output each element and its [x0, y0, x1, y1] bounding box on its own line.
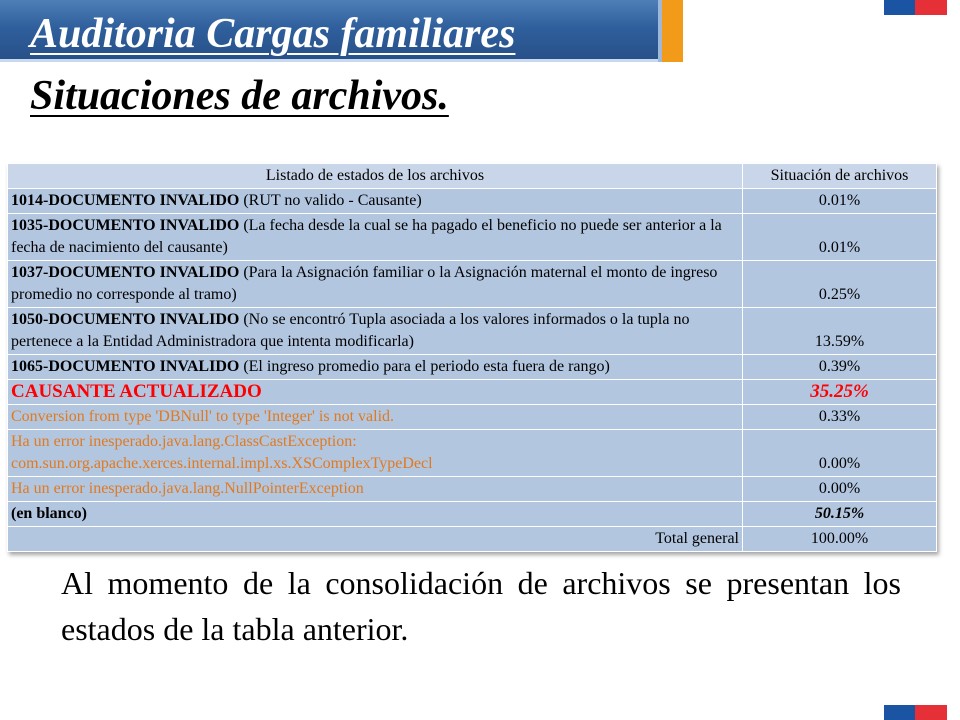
status-label: Ha un error inesperado.java.lang.NullPointerException [8, 477, 743, 502]
table-row [8, 308, 937, 355]
table-row-highlight [8, 380, 937, 405]
flag-logo-top [884, 0, 947, 15]
status-label: CAUSANTE ACTUALIZADO [8, 380, 743, 405]
banner-accent-stripe [662, 0, 683, 62]
total-value: 100.00% [743, 527, 937, 552]
error-code: 1050-DOCUMENTO INVALIDO [11, 311, 240, 328]
table-row [8, 355, 937, 380]
slide-caption: Al momento de la consolidación de archivos se presentan los estados de la tabla anterior. [61, 565, 901, 647]
percentage-cell: 0.33% [743, 405, 937, 430]
error-description: (La fecha desde la cual se ha pagado el beneficio no puede ser anterior a la fecha de nacimiento del causante) [11, 217, 722, 256]
error-code: 1014-DOCUMENTO INVALIDO [11, 192, 240, 209]
percentage-cell: 0.25% [743, 261, 937, 308]
table-row [8, 477, 937, 502]
table-row [8, 261, 937, 308]
table-row [8, 189, 937, 214]
column-header-status-list: Listado de estados de los archivos [8, 164, 743, 189]
percentage-cell: 0.00% [743, 477, 937, 502]
error-code: 1035-DOCUMENTO INVALIDO [11, 217, 240, 234]
percentage-cell: 0.01% [743, 189, 937, 214]
status-label: (en blanco) [8, 502, 743, 527]
table-total-row [8, 527, 937, 552]
error-description: (El ingreso promedio para el periodo esta fuera de rango) [239, 358, 610, 375]
table-row [8, 214, 937, 261]
percentage-cell: 0.01% [743, 214, 937, 261]
slide-title: Auditoria Cargas familiares [30, 11, 516, 57]
error-description: (RUT no valido - Causante) [239, 192, 422, 209]
file-status-table [7, 163, 937, 552]
table-row [8, 405, 937, 430]
percentage-cell: 0.39% [743, 355, 937, 380]
error-code: 1065-DOCUMENTO INVALIDO [11, 358, 240, 375]
table-header-row [8, 164, 937, 189]
flag-logo-bottom [884, 705, 947, 720]
table-row [8, 430, 937, 477]
error-description: (No se encontró Tupla asociada a los valores informados o la tupla no pertenece a la Entidad Administradora que intenta modificarla) [11, 311, 690, 350]
status-label: Conversion from type 'DBNull' to type 'Integer' is not valid. [8, 405, 743, 430]
column-header-file-situation: Situación de archivos [743, 164, 937, 189]
table-row [8, 502, 937, 527]
percentage-cell: 50.15% [743, 502, 937, 527]
percentage-cell: 13.59% [743, 308, 937, 355]
status-label: Ha un error inesperado.java.lang.ClassCastException: com.sun.org.apache.xerces.internal.impl.xs.XSComplexTypeDecl [8, 430, 743, 477]
percentage-cell: 35.25% [743, 380, 937, 405]
error-code: 1037-DOCUMENTO INVALIDO [11, 264, 240, 281]
total-label: Total general [8, 527, 743, 552]
percentage-cell: 0.00% [743, 430, 937, 477]
slide-subtitle: Situaciones de archivos. [30, 73, 449, 119]
error-description: (Para la Asignación familiar o la Asignación maternal el monto de ingreso promedio no corresponde al tramo) [11, 264, 718, 303]
